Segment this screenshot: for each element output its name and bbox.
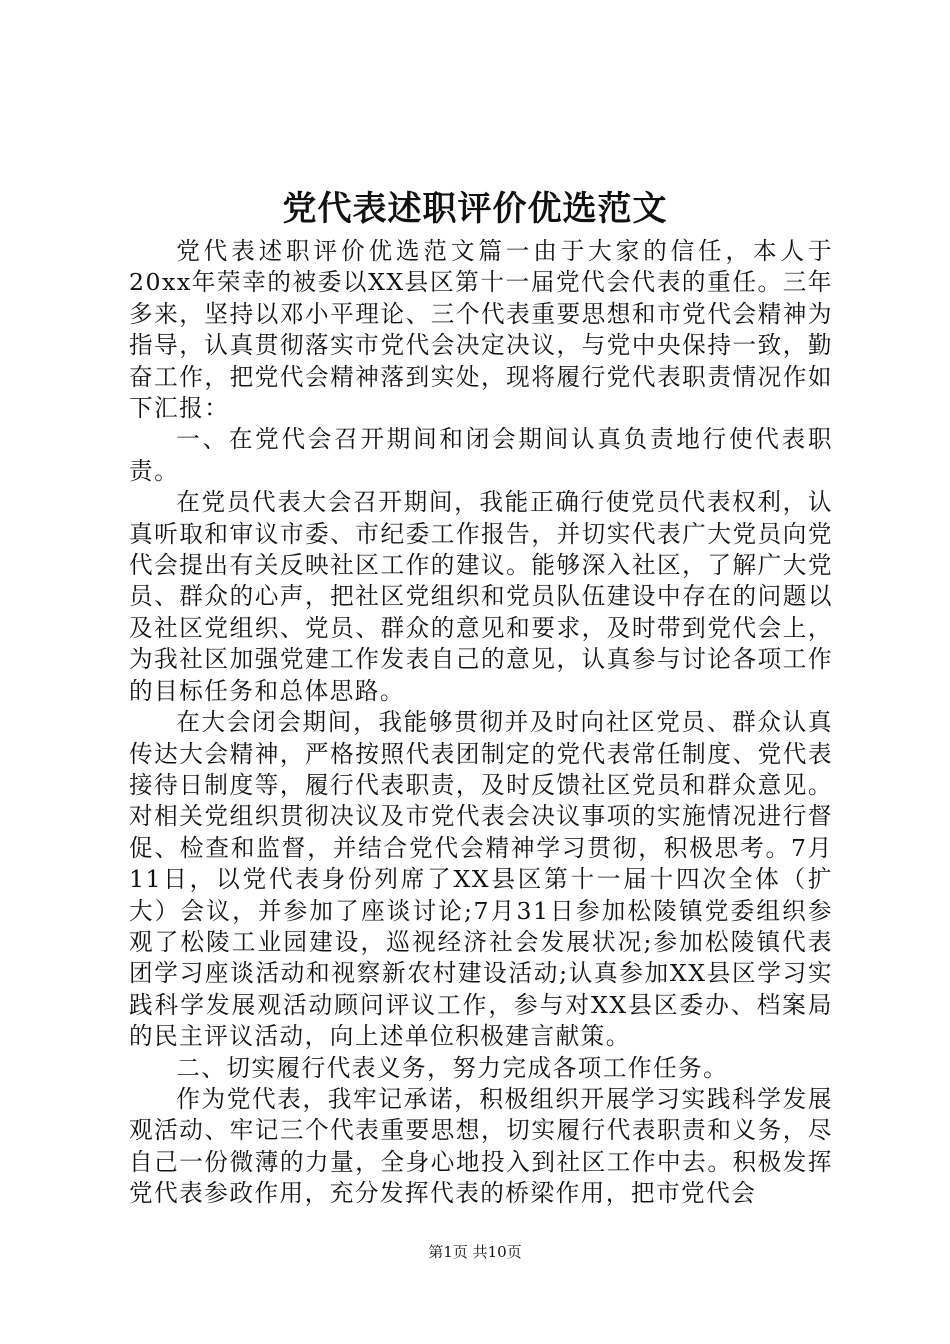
- paragraph: 作为党代表，我牢记承诺，积极组织开展学习实践科学发展观活动、牢记三个代表重要思想，切实履行代表职责和义务，尽自己一份微薄的力量，全身心地投入到社区工作中去。积极发挥党代表参政作用，充分发挥代表的桥梁作用，把市党代会: [129, 1084, 833, 1208]
- document-title: 党代表述职评价优选范文: [282, 189, 668, 229]
- paragraph: 在大会闭会期间，我能够贯彻并及时向社区党员、群众认真传达大会精神，严格按照代表团制定的党代表常任制度、党代表接待日制度等，履行代表职责，及时反馈社区党员和群众意见。对相关党组织贯彻决议及市党代表会决议事项的实施情况进行督促、检查和监督，并结合党代会精神学习贯彻，积极思考。7月11日，以党代表身份列席了XX县区第十一届十四次全体（扩大）会议，并参加了座谈讨论;7月31日参加松陵镇党委组织参观了松陵工业园建设，巡视经济社会发展状况;参加松陵镇代表团学习座谈活动和视察新农村建设活动;认真参加XX县区学习实践科学发展观活动顾问评议工作，参与对XX县区委办、档案局的民主评议活动，向上述单位积极建言献策。: [129, 708, 833, 1051]
- paragraph: 在党员代表大会召开期间，我能正确行使党员代表权利，认真听取和审议市委、市纪委工作报告，并切实代表广大党员向党代会提出有关反映社区工作的建议。能够深入社区，了解广大党员、群众的心声，把社区党组织和党员队伍建设中存在的问题以及社区党组织、党员、群众的意见和要求，及时带到党代会上，为我社区加强党建工作发表自己的意见，认真参与讨论各项工作的目标任务和总体思路。: [129, 488, 833, 705]
- section-heading: 二、切实履行代表义务，努力完成各项工作任务。: [176, 1053, 729, 1082]
- paragraph: 党代表述职评价优选范文篇一由于大家的信任，本人于20xx年荣幸的被委以XX县区第十一届党代会代表的重任。三年多来，坚持以邓小平理论、三个代表重要思想和市党代会精神为指导，认真贯彻落实市党代会决定决议，与党中央保持一致，勤奋工作，把党代会精神落到实处，现将履行党代表职责情况作如下汇报：: [129, 237, 833, 423]
- document-body: [129, 236, 833, 1210]
- page-footer: 第1页 共10页: [428, 1243, 522, 1261]
- section-heading: 一、在党代会召开期间和闭会期间认真负责地行使代表职责。: [129, 425, 833, 485]
